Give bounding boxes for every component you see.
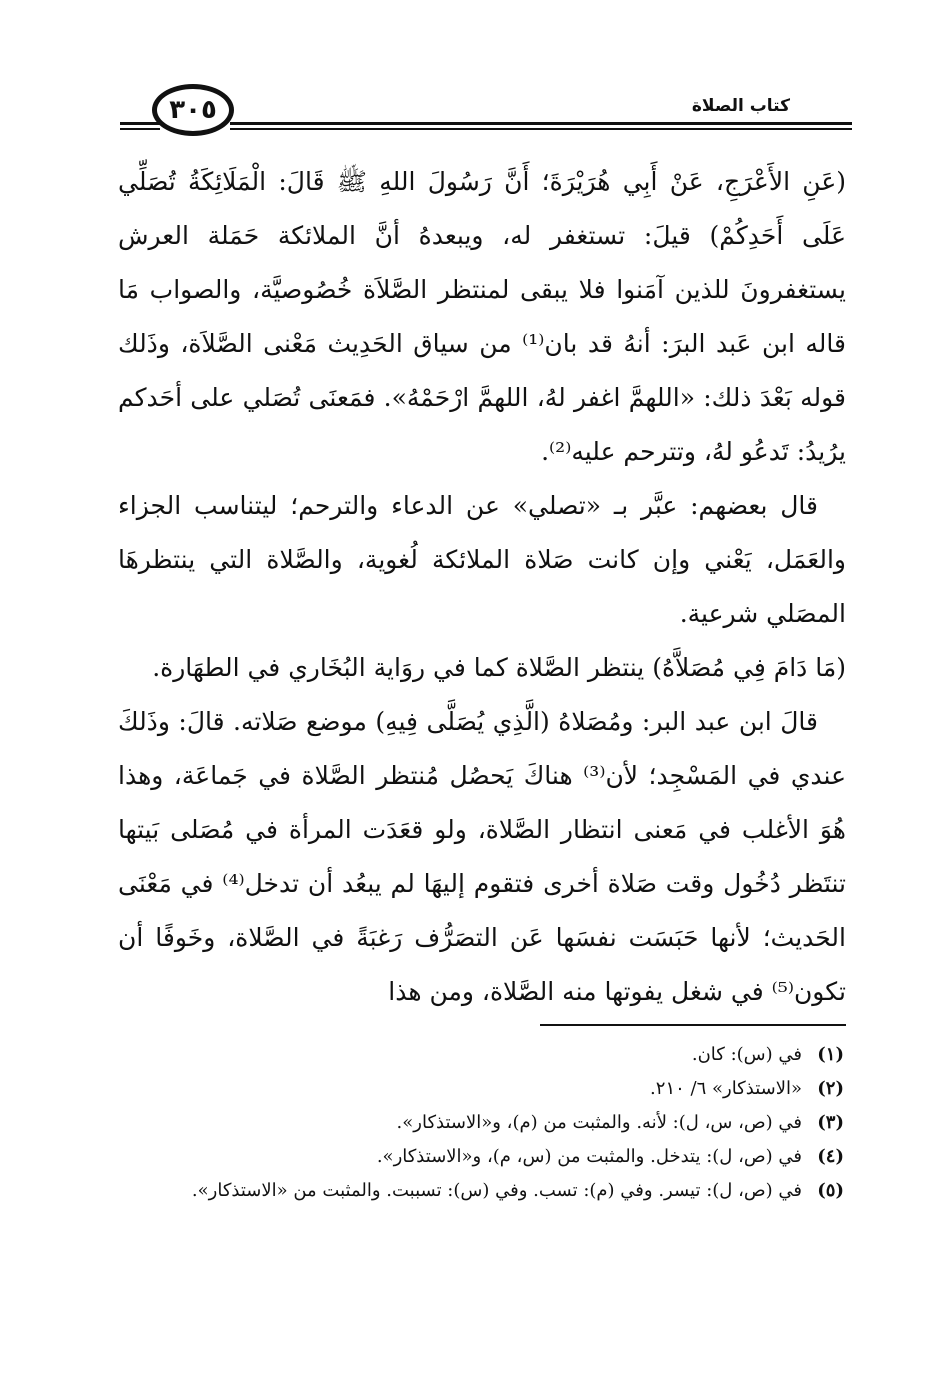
footnote-text: في (ص، ل): تيسر. وفي (م): تسب. وفي (س): تسببت. والمثبت من «الاستذكار». xyxy=(191,1180,802,1201)
header-rule-right-thin xyxy=(812,128,852,130)
header-rule-left-thin xyxy=(120,128,160,130)
footnote-number: (٣) xyxy=(817,1112,844,1133)
header-rule-middle xyxy=(230,122,812,125)
footnote-number: (٥) xyxy=(817,1180,844,1201)
page-number: ٣٠٥ xyxy=(169,95,217,125)
footnote-text: في (ص، س، ل): لأنه. والمثبت من (م)، و«الاستذكار». xyxy=(396,1112,802,1133)
footnote-separator xyxy=(540,1024,846,1026)
footnote-item xyxy=(112,1174,844,1208)
paragraph-3: (مَا دَامَ فِي مُصَلاَّهُ) ينتظر الصَّلاة كما في روَاية البُخَاري في الطهَارة. xyxy=(152,653,846,682)
page-header xyxy=(120,78,852,148)
footnote-text: «الاستذكار» ٦/ ٢١٠. xyxy=(650,1078,802,1099)
footnote-text: في (س): كان. xyxy=(691,1044,802,1065)
paragraph-4: قالَ ابن عبد البر: ومُصَلاهُ (الَّذِي يُصَلَّى فِيهِ) موضع صَلاته. قالَ: وذَلكَ عندي في المَسْجِد؛ لأن⁽³⁾ هناكَ يَحصُل مُنتظر الصَّلاة في جَماعَة، وهذا هُوَ الأغلب في مَعنى انتظار الصَّلاة، ولو قعَدَت المرأة في مُصَلى بَيتها تنتَظر دُخُول وقت صَلاة أخرى فتقوم إليهَا لم يبعُد أن تدخل⁽⁴⁾ في مَعْنَى الحَديث؛ لأنها حَبَسَت نفسَها عَن التصَرُّف رَغبَةً في الصَّلاة، وخَوفًا أن تكون⁽⁵⁾ في شغل يفوتها منه الصَّلاة، ومن هذا xyxy=(118,707,847,1006)
running-title: كتاب الصلاة xyxy=(686,96,796,116)
paragraph-2: قال بعضهم: عبَّر بـ «تصلي» عن الدعاء والترحم؛ ليتناسب الجزاء والعَمَل، يَعْني وإن كانت صَلاة الملائكة لُغوية، والصَّلاة التي ينتظرهَا المصَلي شرعية. xyxy=(118,491,846,628)
footnotes xyxy=(112,1038,844,1208)
header-rule-left xyxy=(120,122,160,125)
footnote-item xyxy=(112,1140,844,1174)
main-text xyxy=(118,155,846,1019)
header-rule-middle-thin xyxy=(230,128,812,130)
footnote-number: (٢) xyxy=(817,1078,844,1099)
paragraph-1: (عَنِ الأَعْرَجِ، عَنْ أَبِي هُرَيْرَةَ؛ أَنَّ رَسُولَ اللهِ ﷺ قَالَ: الْمَلَائِكَةُ تُصَلِّي عَلَى أَحَدِكُمْ) قيلَ: تستغفر له، ويبعدهُ أنَّ الملائكة حَمَلة العرش يستغفرونَ للذين آمَنوا فلا يبقى لمنتظر الصَّلاَة خُصُوصيَّة، والصواب مَا قاله ابن عَبد البرَ: أنهُ قد بان⁽¹⁾ من سياق الحَدِيث مَعْنى الصَّلاَة، وذَلك قوله بَعْدَ ذلك: «اللهمَّ اغفر لهُ، اللهمَّ ارْحَمْهُ». فمَعنَى تُصَلي على أحَدكم يرُيدُ: تَدعُو لهُ، وتترحم عليه⁽²⁾. xyxy=(118,167,846,466)
footnote-item xyxy=(112,1038,844,1072)
footnote-number: (١) xyxy=(817,1044,844,1065)
footnote-item xyxy=(112,1072,844,1106)
footnote-text: في (ص، ل): يتدخل. والمثبت من (س، م)، و«الاستذكار». xyxy=(376,1146,802,1167)
footnote-item xyxy=(112,1106,844,1140)
footnote-number: (٤) xyxy=(817,1146,844,1167)
page-number-badge xyxy=(152,84,234,136)
header-rule-right xyxy=(812,122,852,125)
